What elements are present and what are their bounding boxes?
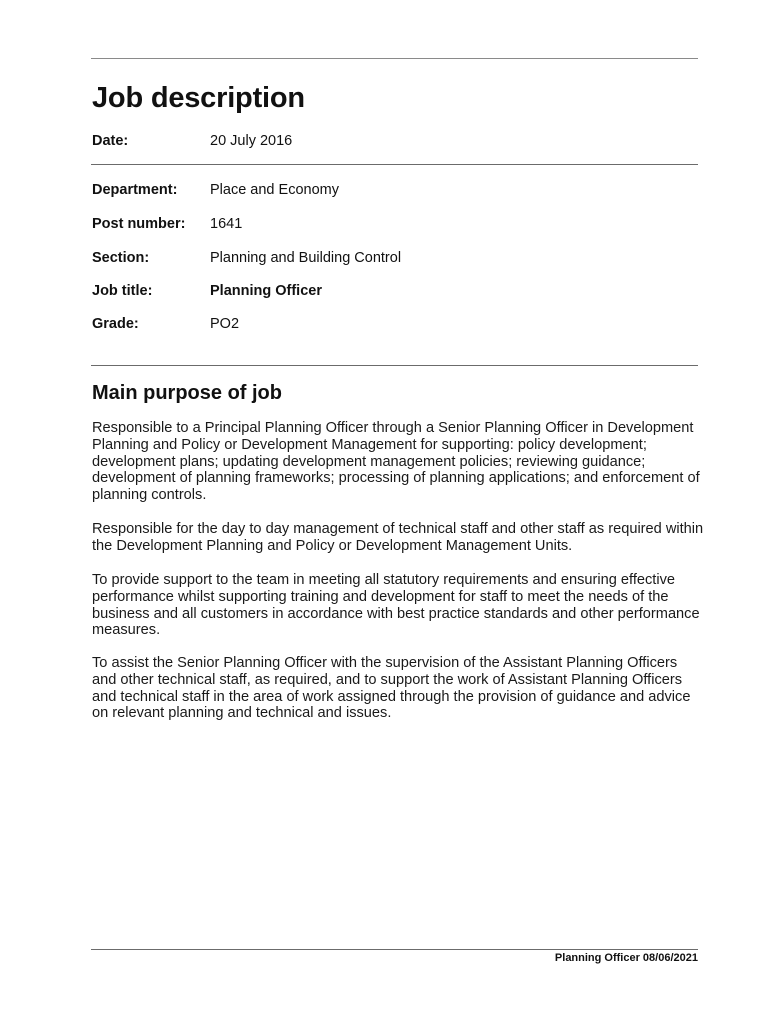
section-value: Planning and Building Control bbox=[210, 250, 402, 266]
job-title-field bbox=[92, 282, 322, 300]
post-number-label: Post number: bbox=[92, 216, 186, 232]
date-divider bbox=[91, 164, 698, 165]
post-number-value: 1641 bbox=[210, 216, 243, 232]
footer-divider bbox=[91, 949, 698, 950]
department-value: Place and Economy bbox=[210, 182, 339, 198]
footer-label: Planning Officer 08/06/2021 bbox=[554, 952, 698, 964]
date-label: Date: bbox=[92, 133, 129, 149]
top-divider bbox=[91, 58, 698, 59]
grade-field bbox=[92, 315, 239, 333]
document-title: Job description bbox=[92, 82, 305, 114]
department-field bbox=[92, 181, 339, 199]
purpose-paragraph-3: To provide support to the team in meeting all statutory requirements and ensuring effective performance whilst supporting training and development for staff to meet the needs of the business and all customers in accordance with best practice standards and other performance measures. bbox=[92, 572, 700, 639]
job-title-label: Job title: bbox=[92, 283, 153, 299]
main-purpose-heading: Main purpose of job bbox=[92, 382, 282, 404]
purpose-paragraph-2: Responsible for the day to day management of technical staff and other staff as required within the Development Planning and Policy or Development Management Units. bbox=[92, 521, 704, 554]
date-field bbox=[92, 132, 292, 150]
purpose-paragraph-1: Responsible to a Principal Planning Officer through a Senior Planning Officer in Development Planning and Policy or Development Management for supporting: policy development; development plans; updating development management policies; reviewing guidance; development of planning frameworks; processing of planning applications; and enforcement of planning controls. bbox=[92, 420, 700, 504]
section-field bbox=[92, 249, 401, 267]
post-number-field bbox=[92, 215, 242, 233]
details-divider bbox=[91, 365, 698, 366]
purpose-paragraph-4: To assist the Senior Planning Officer with the supervision of the Assistant Planning Officers and other technical staff, as required, and to support the work of Assistant Planning Officers and technical staff in the area of work assigned through the provision of guidance and advice on relevant planning and technical and issues. bbox=[92, 655, 691, 722]
grade-value: PO2 bbox=[210, 316, 240, 332]
department-label: Department: bbox=[92, 182, 178, 198]
section-label: Section: bbox=[92, 250, 150, 266]
date-value: 20 July 2016 bbox=[210, 133, 293, 149]
job-title-value: Planning Officer bbox=[210, 283, 322, 299]
grade-label: Grade: bbox=[92, 316, 139, 332]
